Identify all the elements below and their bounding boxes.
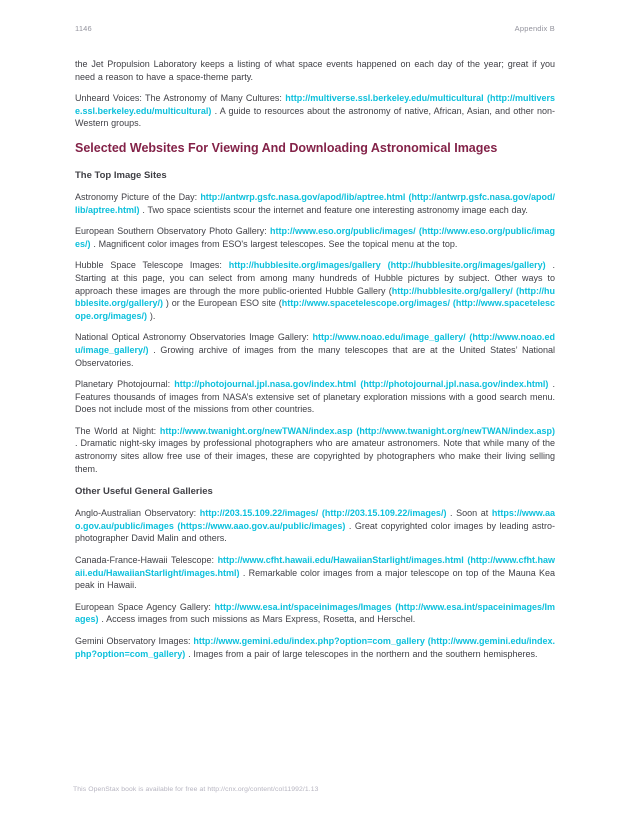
hyperlink[interactable]: http://www.eso.org/public/images/ (http://www.eso.org/public/images/) [75,226,555,249]
body-text: Hubble Space Telescope Images: [75,260,229,271]
body-text: . Great copyrighted color images by leading astro-photographer David Malin and others. [75,520,555,544]
body-text: ) or the European ESO site ( [163,298,282,309]
hyperlink[interactable]: http://www.twanight.org/newTWAN/index.asp (http://www.twanight.org/newTWAN/index.asp) [159,425,555,436]
subsection-heading: Other Useful General Galleries [75,486,213,498]
footer-text: This OpenStax book is available for free at http://cnx.org/content/col11992/1.13 [73,786,319,793]
body-text: . Soon at [446,508,492,519]
subsection-heading: The Top Image Sites [75,169,167,181]
paragraph [75,378,555,416]
body-text: Planetary Photojournal: [75,379,175,390]
body-text: ). [147,310,156,321]
body-text: . Magnificent color images from ESO's largest telescopes. See the topical menu at the top. [90,238,458,249]
body-text: Canada-France-Hawaii Telescope: [75,555,218,566]
paragraph [75,331,555,369]
hyperlink[interactable]: http://photojournal.jpl.nasa.gov/index.html (http://photojournal.jpl.nasa.gov/index.html) [174,379,549,390]
body-text: European Space Agency Gallery: [75,601,215,612]
body-text: . Features thousands of images from NASA’s extensive set of planetary exploration missions with a good search menu. Does not include most of the missions from other countries. [75,379,555,415]
paragraph [75,601,555,626]
body-text: Anglo-Australian Observatory: [75,508,200,519]
body-text: Gemini Observatory Images: [75,636,194,646]
body-text: . Remarkable color images from a major telescope on top of the Mauna Kea peak in Hawaii. [75,567,555,591]
hyperlink[interactable]: http://hubblesite.org/images/gallery (http://hubblesite.org/images/gallery) [228,260,546,271]
page-content [75,58,555,669]
paragraph [75,58,555,83]
paragraph [75,507,555,545]
body-text: European Southern Observatory Photo Gallery: [75,226,270,237]
hyperlink[interactable]: http://203.15.109.22/images/ (http://203.15.109.22/images/) [199,508,447,519]
hyperlink[interactable]: http://multiverse.ssl.berkeley.edu/multicultural (http://multiverse.ssl.berkeley.edu/multicultural) [75,93,555,116]
body-text: . A guide to resources about the astronomy of native, African, Asian, and other non-Western groups. [75,105,555,129]
hyperlink[interactable]: http://hubblesite.org/gallery/ (http://hubblesite.org/gallery/) [75,285,555,309]
hyperlink[interactable]: https://www.aao.gov.au/public/images (https://www.aao.gov.au/public/images) [75,508,555,531]
page-footer [73,786,319,793]
body-text: National Optical Astronomy Observatories Image Gallery: [75,332,313,343]
paragraph [75,225,555,250]
hyperlink[interactable]: http://www.noao.edu/image_gallery/ (http://www.noao.edu/image_gallery/) [75,332,555,355]
body-text: Astronomy Picture of the Day: [75,191,201,202]
body-text: The World at Night: [75,425,160,436]
paragraph [75,259,555,322]
section-heading: Selected Websites For Viewing And Downloading Astronomical Images [75,140,498,155]
body-text: . Starting at this page, you can select from among many hundreds of Hubble pictures by subject. Other ways to approach these images are through the more public-oriented Hubble Gallery ( [75,260,555,296]
page-number: 1146 [75,24,92,33]
paragraph [75,425,555,475]
running-header: Appendix B [514,24,555,33]
hyperlink[interactable]: http://www.spacetelescope.org/images/ (http://www.spacetelescope.org/images/) [75,298,556,321]
hyperlink[interactable]: http://www.gemini.edu/index.php?option=com_gallery (http://www.gemini.edu/index.php?option=com_gallery) [75,636,555,659]
hyperlink[interactable]: http://www.cfht.hawaii.edu/HawaiianStarlight/images.html (http://www.cfht.hawaii.edu/HawaiianStarlight/images.html) [75,555,555,578]
body-text: Unheard Voices: The Astronomy of Many Cultures: [75,93,286,104]
page-header [75,24,555,33]
body-text: . Two space scientists scour the internet and feature one interesting astronomy image each day. [139,204,528,215]
hyperlink[interactable]: http://antwrp.gsfc.nasa.gov/apod/lib/aptree.html (http://antwrp.gsfc.nasa.gov/apod/lib/aptree.html) [75,191,555,215]
paragraph [75,554,555,592]
paragraph [75,92,555,130]
body-text: the Jet Propulsion Laboratory keeps a listing of what space events happened on each day of the year; great if you need a reason to have a space-theme party. [75,59,555,82]
body-text: . Access images from such missions as Mars Express, Rosetta, and Herschel. [98,614,416,625]
body-text: . Images from a pair of large telescopes in the northern and the southern hemispheres. [185,648,538,659]
hyperlink[interactable]: http://www.esa.int/spaceinimages/Images (http://www.esa.int/spaceinimages/Images) [75,601,555,625]
paragraph [75,191,555,216]
paragraph [75,635,555,660]
body-text: . Growing archive of images from the many telescopes that are at the United States’ National Observatories. [75,344,555,368]
body-text: . Dramatic night-sky images by professional photographers who are amateur astronomers. Note that while many of the astronomy sites allow free use of their images, these are copyrighted by photographers who make their living selling them. [75,438,555,474]
